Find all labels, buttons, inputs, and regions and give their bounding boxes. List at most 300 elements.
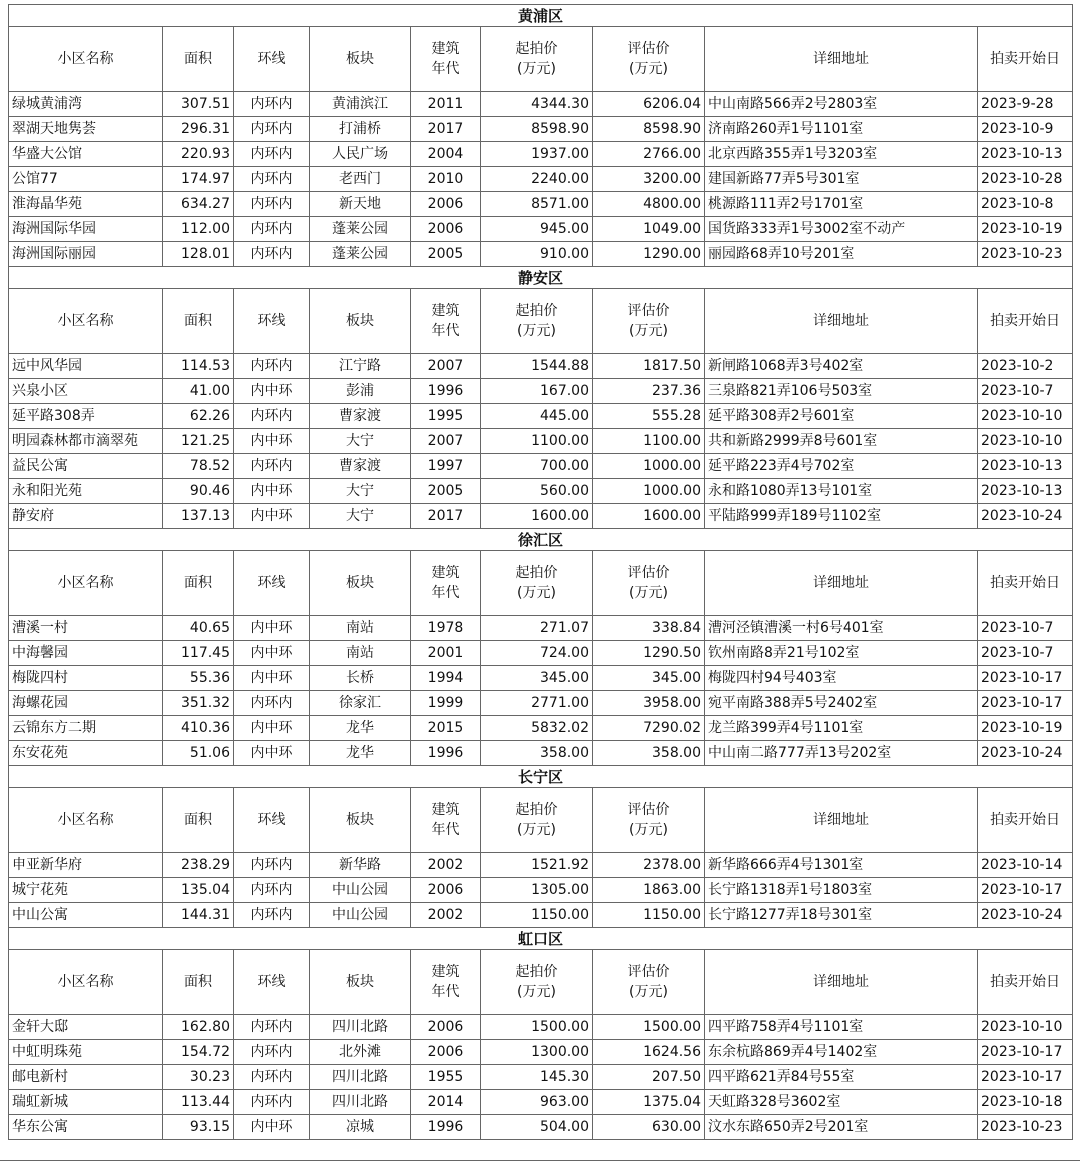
cell-year: 2006	[411, 217, 481, 242]
header-area: 面积	[163, 950, 234, 1015]
cell-area: 351.32	[163, 691, 234, 716]
header-area: 面积	[163, 289, 234, 354]
cell-address: 东余杭路869弄4号1402室	[705, 1040, 978, 1065]
header-block: 板块	[310, 289, 411, 354]
cell-area: 154.72	[163, 1040, 234, 1065]
cell-block: 徐家汇	[310, 691, 411, 716]
cell-year: 1978	[411, 616, 481, 641]
cell-name: 明园森林都市滴翠苑	[9, 429, 163, 454]
column-header-row	[9, 788, 1073, 853]
cell-date: 2023-10-23	[978, 1115, 1073, 1140]
cell-year: 2005	[411, 242, 481, 267]
header-start-price-line1: 起拍价	[515, 303, 558, 319]
cell-area: 51.06	[163, 741, 234, 766]
cell-year: 2007	[411, 429, 481, 454]
cell-block: 大宁	[310, 429, 411, 454]
column-header-row	[9, 289, 1073, 354]
cell-area: 296.31	[163, 117, 234, 142]
cell-block: 南站	[310, 616, 411, 641]
cell-block: 新华路	[310, 853, 411, 878]
cell-name: 瑞虹新城	[9, 1090, 163, 1115]
cell-address: 建国新路77弄5号301室	[705, 167, 978, 192]
header-year-line1: 建筑	[431, 303, 460, 319]
cell-start-price: 2771.00	[481, 691, 593, 716]
cell-start-price: 445.00	[481, 404, 593, 429]
cell-block: 大宁	[310, 504, 411, 529]
table-row	[9, 242, 1073, 267]
header-area: 面积	[163, 788, 234, 853]
header-eval-price-line1: 评估价	[627, 41, 670, 57]
cell-date: 2023-10-7	[978, 379, 1073, 404]
cell-year: 2001	[411, 641, 481, 666]
cell-name: 申亚新华府	[9, 853, 163, 878]
cell-ring: 内环内	[234, 167, 310, 192]
cell-start-price: 1600.00	[481, 504, 593, 529]
cell-area: 112.00	[163, 217, 234, 242]
header-ring: 环线	[234, 551, 310, 616]
cell-start-price: 358.00	[481, 741, 593, 766]
cell-start-price: 910.00	[481, 242, 593, 267]
header-year-line1: 建筑	[431, 964, 460, 980]
header-start-price-line2: (万元)	[517, 822, 556, 838]
cell-start-price: 1150.00	[481, 903, 593, 928]
cell-address: 梅陇四村94号403室	[705, 666, 978, 691]
district-name: 虹口区	[9, 928, 1073, 950]
cell-year: 1955	[411, 1065, 481, 1090]
cell-ring: 内中环	[234, 666, 310, 691]
cell-block: 江宁路	[310, 354, 411, 379]
cell-block: 曹家渡	[310, 454, 411, 479]
table-row	[9, 1040, 1073, 1065]
cell-date: 2023-10-24	[978, 504, 1073, 529]
header-start-price	[481, 27, 593, 92]
header-block: 板块	[310, 788, 411, 853]
header-ring: 环线	[234, 27, 310, 92]
header-eval-price-line1: 评估价	[627, 964, 670, 980]
header-eval-price-line1: 评估价	[627, 565, 670, 581]
cell-address: 延平路308弄2号601室	[705, 404, 978, 429]
cell-year: 2007	[411, 354, 481, 379]
table-row	[9, 666, 1073, 691]
cell-block: 四川北路	[310, 1090, 411, 1115]
cell-start-price: 1305.00	[481, 878, 593, 903]
header-start-price-line2: (万元)	[517, 585, 556, 601]
cell-date: 2023-10-13	[978, 454, 1073, 479]
cell-address: 龙兰路399弄4号1101室	[705, 716, 978, 741]
header-area: 面积	[163, 27, 234, 92]
header-start-price-line1: 起拍价	[515, 802, 558, 818]
cell-year: 2011	[411, 92, 481, 117]
cell-address: 新闸路1068弄3号402室	[705, 354, 978, 379]
cell-year: 2004	[411, 142, 481, 167]
cell-area: 78.52	[163, 454, 234, 479]
cell-eval-price: 8598.90	[593, 117, 705, 142]
cell-block: 长桥	[310, 666, 411, 691]
table-row	[9, 616, 1073, 641]
cell-area: 128.01	[163, 242, 234, 267]
cell-date: 2023-9-28	[978, 92, 1073, 117]
cell-address: 中山南二路777弄13号202室	[705, 741, 978, 766]
cell-date: 2023-10-17	[978, 691, 1073, 716]
cell-block: 大宁	[310, 479, 411, 504]
cell-name: 海螺花园	[9, 691, 163, 716]
cell-date: 2023-10-8	[978, 192, 1073, 217]
header-eval-price-line2: (万元)	[629, 323, 668, 339]
cell-date: 2023-10-28	[978, 167, 1073, 192]
header-date: 拍卖开始日	[978, 950, 1073, 1015]
cell-year: 2002	[411, 903, 481, 928]
cell-name: 东安花苑	[9, 741, 163, 766]
cell-area: 634.27	[163, 192, 234, 217]
header-year-line1: 建筑	[431, 565, 460, 581]
cell-date: 2023-10-13	[978, 142, 1073, 167]
cell-eval-price: 1375.04	[593, 1090, 705, 1115]
cell-year: 2006	[411, 878, 481, 903]
cell-start-price: 1100.00	[481, 429, 593, 454]
cell-address: 钦州南路8弄21号102室	[705, 641, 978, 666]
cell-name: 云锦东方二期	[9, 716, 163, 741]
header-address: 详细地址	[705, 950, 978, 1015]
table-row	[9, 167, 1073, 192]
cell-ring: 内中环	[234, 616, 310, 641]
cell-ring: 内环内	[234, 404, 310, 429]
cell-year: 1996	[411, 741, 481, 766]
cell-address: 中山南路566弄2号2803室	[705, 92, 978, 117]
cell-ring: 内中环	[234, 641, 310, 666]
cell-eval-price: 207.50	[593, 1065, 705, 1090]
cell-start-price: 1544.88	[481, 354, 593, 379]
header-year	[411, 27, 481, 92]
cell-name: 延平路308弄	[9, 404, 163, 429]
cell-block: 人民广场	[310, 142, 411, 167]
cell-eval-price: 630.00	[593, 1115, 705, 1140]
cell-ring: 内中环	[234, 1115, 310, 1140]
cell-year: 2006	[411, 192, 481, 217]
cell-area: 220.93	[163, 142, 234, 167]
cell-start-price: 145.30	[481, 1065, 593, 1090]
cell-address: 延平路223弄4号702室	[705, 454, 978, 479]
cell-name: 海洲国际丽园	[9, 242, 163, 267]
table-row	[9, 878, 1073, 903]
cell-start-price: 5832.02	[481, 716, 593, 741]
cell-ring: 内环内	[234, 1015, 310, 1040]
cell-area: 62.26	[163, 404, 234, 429]
cell-address: 共和新路2999弄8号601室	[705, 429, 978, 454]
header-year-line1: 建筑	[431, 802, 460, 818]
cell-area: 162.80	[163, 1015, 234, 1040]
cell-start-price: 1521.92	[481, 853, 593, 878]
cell-year: 2005	[411, 479, 481, 504]
cell-address: 漕河泾镇漕溪一村6号401室	[705, 616, 978, 641]
header-year-line1: 建筑	[431, 41, 460, 57]
cell-eval-price: 1500.00	[593, 1015, 705, 1040]
header-eval-price-line1: 评估价	[627, 303, 670, 319]
cell-area: 113.44	[163, 1090, 234, 1115]
cell-ring: 内中环	[234, 379, 310, 404]
cell-eval-price: 1817.50	[593, 354, 705, 379]
table-row	[9, 192, 1073, 217]
header-address: 详细地址	[705, 27, 978, 92]
cell-date: 2023-10-9	[978, 117, 1073, 142]
cell-address: 三泉路821弄106号503室	[705, 379, 978, 404]
header-year	[411, 788, 481, 853]
cell-ring: 内环内	[234, 242, 310, 267]
header-eval-price	[593, 289, 705, 354]
cell-ring: 内环内	[234, 853, 310, 878]
cell-year: 2002	[411, 853, 481, 878]
table-row	[9, 716, 1073, 741]
column-header-row	[9, 551, 1073, 616]
cell-block: 凉城	[310, 1115, 411, 1140]
cell-ring: 内中环	[234, 504, 310, 529]
cell-date: 2023-10-24	[978, 741, 1073, 766]
cell-eval-price: 1863.00	[593, 878, 705, 903]
cell-name: 中海馨园	[9, 641, 163, 666]
district-header	[9, 928, 1073, 950]
cell-eval-price: 1000.00	[593, 454, 705, 479]
cell-address: 丽园路68弄10号201室	[705, 242, 978, 267]
cell-area: 41.00	[163, 379, 234, 404]
cell-area: 137.13	[163, 504, 234, 529]
cell-block: 彭浦	[310, 379, 411, 404]
table-row	[9, 479, 1073, 504]
cell-address: 宛平南路388弄5号2402室	[705, 691, 978, 716]
cell-date: 2023-10-7	[978, 616, 1073, 641]
header-year-line2: 年代	[431, 61, 460, 77]
cell-ring: 内环内	[234, 92, 310, 117]
cell-ring: 内环内	[234, 1065, 310, 1090]
cell-start-price: 8598.90	[481, 117, 593, 142]
cell-area: 30.23	[163, 1065, 234, 1090]
header-name: 小区名称	[9, 551, 163, 616]
header-start-price-line1: 起拍价	[515, 964, 558, 980]
cell-ring: 内环内	[234, 192, 310, 217]
header-start-price-line1: 起拍价	[515, 41, 558, 57]
table-row	[9, 853, 1073, 878]
cell-name: 梅陇四村	[9, 666, 163, 691]
cell-start-price: 1300.00	[481, 1040, 593, 1065]
cell-eval-price: 237.36	[593, 379, 705, 404]
cell-eval-price: 1000.00	[593, 479, 705, 504]
table-row	[9, 903, 1073, 928]
table-row	[9, 117, 1073, 142]
cell-area: 40.65	[163, 616, 234, 641]
cell-year: 2017	[411, 504, 481, 529]
cell-start-price: 724.00	[481, 641, 593, 666]
table-row	[9, 741, 1073, 766]
table-row	[9, 1115, 1073, 1140]
header-name: 小区名称	[9, 950, 163, 1015]
header-name: 小区名称	[9, 27, 163, 92]
header-eval-price	[593, 950, 705, 1015]
cell-eval-price: 3200.00	[593, 167, 705, 192]
cell-name: 兴泉小区	[9, 379, 163, 404]
district-header	[9, 267, 1073, 289]
cell-address: 永和路1080弄13号101室	[705, 479, 978, 504]
cell-name: 翠湖天地隽荟	[9, 117, 163, 142]
cell-address: 北京西路355弄1号3203室	[705, 142, 978, 167]
cell-year: 1994	[411, 666, 481, 691]
district-name: 黄浦区	[9, 5, 1073, 27]
district-name: 静安区	[9, 267, 1073, 289]
header-block: 板块	[310, 27, 411, 92]
cell-year: 1997	[411, 454, 481, 479]
header-eval-price	[593, 551, 705, 616]
table-row	[9, 142, 1073, 167]
auction-table	[8, 4, 1073, 1140]
cell-address: 天虹路328号3602室	[705, 1090, 978, 1115]
cell-start-price: 4344.30	[481, 92, 593, 117]
cell-block: 龙华	[310, 716, 411, 741]
header-year-line2: 年代	[431, 323, 460, 339]
header-start-price	[481, 950, 593, 1015]
cell-area: 238.29	[163, 853, 234, 878]
header-eval-price-line2: (万元)	[629, 984, 668, 1000]
cell-name: 华东公寓	[9, 1115, 163, 1140]
header-year-line2: 年代	[431, 822, 460, 838]
header-start-price-line2: (万元)	[517, 323, 556, 339]
table-row	[9, 1015, 1073, 1040]
column-header-row	[9, 27, 1073, 92]
table-row	[9, 641, 1073, 666]
header-name: 小区名称	[9, 788, 163, 853]
cell-block: 蓬莱公园	[310, 217, 411, 242]
cell-eval-price: 4800.00	[593, 192, 705, 217]
cell-ring: 内环内	[234, 1090, 310, 1115]
header-date: 拍卖开始日	[978, 788, 1073, 853]
cell-year: 1996	[411, 1115, 481, 1140]
cell-start-price: 504.00	[481, 1115, 593, 1140]
header-year	[411, 950, 481, 1015]
cell-address: 桃源路111弄2号1701室	[705, 192, 978, 217]
cell-year: 2010	[411, 167, 481, 192]
cell-date: 2023-10-17	[978, 666, 1073, 691]
cell-date: 2023-10-10	[978, 1015, 1073, 1040]
cell-ring: 内环内	[234, 117, 310, 142]
header-eval-price	[593, 27, 705, 92]
cell-name: 淮海晶华苑	[9, 192, 163, 217]
cell-eval-price: 2378.00	[593, 853, 705, 878]
cell-area: 93.15	[163, 1115, 234, 1140]
district-header	[9, 529, 1073, 551]
cell-address: 平陆路999弄189号1102室	[705, 504, 978, 529]
cell-date: 2023-10-19	[978, 217, 1073, 242]
cell-date: 2023-10-2	[978, 354, 1073, 379]
district-name: 长宁区	[9, 766, 1073, 788]
cell-eval-price: 345.00	[593, 666, 705, 691]
cell-address: 四平路621弄84号55室	[705, 1065, 978, 1090]
cell-block: 黄浦滨江	[310, 92, 411, 117]
header-date: 拍卖开始日	[978, 551, 1073, 616]
cell-eval-price: 358.00	[593, 741, 705, 766]
cell-area: 410.36	[163, 716, 234, 741]
table-row	[9, 404, 1073, 429]
cell-start-price: 345.00	[481, 666, 593, 691]
cell-date: 2023-10-13	[978, 479, 1073, 504]
cell-eval-price: 6206.04	[593, 92, 705, 117]
header-eval-price-line1: 评估价	[627, 802, 670, 818]
cell-block: 中山公园	[310, 903, 411, 928]
cell-ring: 内环内	[234, 142, 310, 167]
cell-start-price: 271.07	[481, 616, 593, 641]
table-row	[9, 454, 1073, 479]
cell-name: 中山公寓	[9, 903, 163, 928]
cell-start-price: 700.00	[481, 454, 593, 479]
cell-name: 公馆77	[9, 167, 163, 192]
cell-date: 2023-10-17	[978, 878, 1073, 903]
cell-address: 长宁路1277弄18号301室	[705, 903, 978, 928]
cell-start-price: 945.00	[481, 217, 593, 242]
header-eval-price	[593, 788, 705, 853]
table-row	[9, 354, 1073, 379]
cell-name: 金轩大邸	[9, 1015, 163, 1040]
cell-name: 邮电新村	[9, 1065, 163, 1090]
cell-start-price: 560.00	[481, 479, 593, 504]
cell-start-price: 8571.00	[481, 192, 593, 217]
cell-eval-price: 1290.50	[593, 641, 705, 666]
cell-area: 55.36	[163, 666, 234, 691]
header-block: 板块	[310, 551, 411, 616]
header-ring: 环线	[234, 788, 310, 853]
cell-start-price: 1937.00	[481, 142, 593, 167]
header-area: 面积	[163, 551, 234, 616]
table-row	[9, 504, 1073, 529]
cell-area: 121.25	[163, 429, 234, 454]
cell-name: 益民公寓	[9, 454, 163, 479]
cell-date: 2023-10-17	[978, 1065, 1073, 1090]
header-ring: 环线	[234, 950, 310, 1015]
auction-listing-sheet	[8, 4, 1072, 1140]
cell-date: 2023-10-24	[978, 903, 1073, 928]
header-name: 小区名称	[9, 289, 163, 354]
cell-date: 2023-10-18	[978, 1090, 1073, 1115]
cell-ring: 内中环	[234, 741, 310, 766]
cell-ring: 内环内	[234, 1040, 310, 1065]
cell-block: 曹家渡	[310, 404, 411, 429]
header-start-price-line2: (万元)	[517, 61, 556, 77]
cell-date: 2023-10-19	[978, 716, 1073, 741]
table-row	[9, 1090, 1073, 1115]
cell-name: 远中风华园	[9, 354, 163, 379]
cell-block: 四川北路	[310, 1015, 411, 1040]
cell-address: 济南路260弄1号1101室	[705, 117, 978, 142]
cell-year: 2006	[411, 1015, 481, 1040]
district-name: 徐汇区	[9, 529, 1073, 551]
cell-start-price: 2240.00	[481, 167, 593, 192]
table-row	[9, 92, 1073, 117]
header-date: 拍卖开始日	[978, 27, 1073, 92]
header-eval-price-line2: (万元)	[629, 822, 668, 838]
cell-address: 长宁路1318弄1号1803室	[705, 878, 978, 903]
cell-ring: 内环内	[234, 354, 310, 379]
cell-area: 144.31	[163, 903, 234, 928]
cell-area: 174.97	[163, 167, 234, 192]
cell-eval-price: 1100.00	[593, 429, 705, 454]
header-eval-price-line2: (万元)	[629, 61, 668, 77]
cell-start-price: 167.00	[481, 379, 593, 404]
header-address: 详细地址	[705, 788, 978, 853]
cell-address: 四平路758弄4号1101室	[705, 1015, 978, 1040]
cell-ring: 内环内	[234, 691, 310, 716]
cell-area: 135.04	[163, 878, 234, 903]
cell-year: 2014	[411, 1090, 481, 1115]
cell-year: 1999	[411, 691, 481, 716]
cell-year: 2017	[411, 117, 481, 142]
cell-block: 老西门	[310, 167, 411, 192]
header-eval-price-line2: (万元)	[629, 585, 668, 601]
table-row	[9, 1065, 1073, 1090]
cell-start-price: 963.00	[481, 1090, 593, 1115]
